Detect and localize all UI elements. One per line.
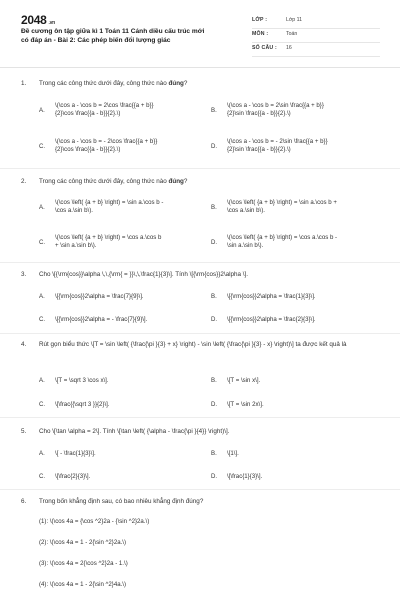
option-letter: D.: [211, 316, 218, 323]
option-line: \(\cos a - \cos b = 2\sin \frac{{a + b}}: [227, 102, 324, 109]
option-letter: B.: [211, 450, 217, 457]
option-line: \(\cos \left( {a + b} \right) = \sin a.\cos b +: [227, 199, 337, 206]
divider: [0, 417, 400, 418]
option-text: [55, 199, 205, 215]
option-letter: A.: [39, 293, 45, 300]
option-letter: A.: [39, 204, 45, 211]
question-text: Cho \[\tan \alpha = 2\]. Tính \[\tan \left( {\alpha - \frac{\pi }{4}} \right)\].: [39, 428, 230, 435]
option-text: \[1\].: [227, 450, 239, 457]
question-text: [39, 178, 374, 187]
meta-row-count: [252, 43, 380, 57]
option-letter: C.: [39, 473, 46, 480]
option-text: \[{\rm{cos}}2\alpha = \frac{7}{9}\].: [55, 293, 144, 300]
divider: [0, 333, 400, 334]
option-text: [227, 102, 377, 118]
option-letter: B.: [211, 204, 217, 211]
question-text-emphasis: đúng: [168, 80, 184, 87]
option-letter: D.: [211, 473, 218, 480]
option-letter: C.: [39, 401, 46, 408]
question-text-part: ?: [183, 178, 188, 185]
meta-label: LỚP :: [252, 17, 268, 23]
option-letter: A.: [39, 107, 45, 114]
option-line: {2}\cos \frac{{a - b}}{2}.\): [55, 146, 121, 154]
question-text: [39, 80, 374, 89]
option-letter: D.: [211, 143, 218, 150]
option-line: \(\cos a - \cos b = 2\cos \frac{{a + b}}: [55, 102, 154, 109]
question-number: 1.: [21, 80, 27, 87]
statement-2: (2): \(\cos 4a = 1 - 2{\sin ^2}2a.\): [39, 539, 127, 546]
option-text: [227, 234, 377, 250]
option-text: \[T = \sin 2x\].: [227, 401, 264, 408]
option-line: \(\cos \left( {a + b} \right) = \cos a.\cos b: [55, 234, 162, 241]
option-line: \(\cos \left( {a + b} \right) = \cos a.\cos b -: [227, 234, 338, 241]
option-line: {2}\cos \frac{{a - b}}{2}.\): [55, 110, 121, 118]
divider: [0, 262, 400, 263]
option-line: \(\cos \left( {a + b} \right) = \sin a.\cos b -: [55, 199, 164, 206]
question-text-part: Trong các công thức dưới đây, công thức nào: [39, 178, 169, 185]
option-text: \[{\rm{cos}}2\alpha = \frac{2}{3}\].: [227, 316, 316, 323]
option-letter: A.: [39, 377, 45, 384]
option-text: [227, 138, 377, 154]
option-letter: C.: [39, 143, 46, 150]
option-line: {2}\sin \frac{{a - b}}{2}.\): [227, 110, 291, 118]
option-letter: A.: [39, 450, 45, 457]
question-number: 2.: [21, 178, 27, 185]
question-number: 6.: [21, 498, 27, 505]
option-text: \[ - \frac{1}{3}\].: [55, 450, 96, 457]
option-text: \[T = \sqrt 3 \cos x\].: [55, 377, 109, 384]
option-line: + \sin a.\sin b\).: [55, 242, 97, 250]
logo-suffix: .vn: [48, 20, 55, 26]
document-header: [0, 0, 400, 68]
meta-label: SỐ CÂU :: [252, 45, 277, 51]
option-text: \[{\rm{cos}}2\alpha = - \frac{7}{9}\].: [55, 316, 148, 323]
divider: [0, 489, 400, 490]
option-line: \cos a.\sin b\).: [227, 207, 265, 215]
option-text: \[\frac{1}{3}\].: [227, 473, 263, 480]
document-title: Đề cương ôn tập giữa kì 1 Toán 11 Cánh diều cấu trúc mới có đáp án - Bài 2: Các phép biến đổi lượng giác: [21, 28, 205, 45]
meta-label: MÔN :: [252, 31, 269, 37]
option-text: \[T = \sin x\].: [227, 377, 261, 384]
option-text: [55, 138, 205, 154]
meta-row-subject: [252, 29, 380, 43]
option-letter: C.: [39, 316, 46, 323]
statement-3: (3): \(\cos 4a = 2{\cos ^2}2a - 1.\): [39, 560, 128, 567]
option-text: \[{\rm{cos}}2\alpha = \frac{1}{3}\].: [227, 293, 316, 300]
question-number: 3.: [21, 271, 27, 278]
question-number: 5.: [21, 428, 27, 435]
question-text: Rút gọn biểu thức \[T = \sin \left( {\frac{\pi }{3} + x} \right) - \sin \left( {\frac{\pi }{3} - x} \right)\] ta được kết quả là: [39, 341, 347, 348]
option-text: [55, 102, 205, 118]
option-text: \[\frac{2}{3}\].: [55, 473, 91, 480]
divider: [0, 168, 400, 169]
logo-text: 2048: [21, 13, 47, 27]
option-text: \[\frac{{\sqrt 3 }}{2}\].: [55, 401, 110, 408]
option-letter: D.: [211, 239, 218, 246]
meta-value: Lớp 11: [286, 17, 302, 23]
question-text-part: Trong các công thức dưới đây, công thức nào: [39, 80, 169, 87]
site-logo[interactable]: [21, 12, 55, 28]
option-text: [55, 234, 205, 250]
option-letter: D.: [211, 401, 218, 408]
meta-row-class: [252, 15, 380, 29]
question-text-part: ?: [183, 80, 188, 87]
option-letter: C.: [39, 239, 46, 246]
meta-value: Toán: [286, 31, 298, 37]
question-text-emphasis: đúng: [168, 178, 184, 185]
option-line: \(\cos a - \cos b = - 2\sin \frac{{a + b}}: [227, 138, 328, 145]
option-line: \(\cos a - \cos b = - 2\cos \frac{{a + b}}: [55, 138, 158, 145]
option-line: {2}\sin \frac{{a - b}}{2}.\): [227, 146, 291, 154]
option-letter: B.: [211, 293, 217, 300]
statement-4: (4): \(\cos 4a = 1 - 2{\sin ^2}4a.\): [39, 581, 127, 588]
option-letter: B.: [211, 377, 217, 384]
statement-1: (1): \(\cos 4a = {\cos ^2}2a - {\sin ^2}2a.\): [39, 518, 150, 525]
meta-info: [252, 15, 380, 57]
option-text: [227, 199, 377, 215]
option-letter: B.: [211, 107, 217, 114]
question-text: Trong bốn khẳng định sau, có bao nhiêu khẳng định đúng?: [39, 498, 204, 505]
meta-value: 16: [286, 45, 292, 51]
question-number: 4.: [21, 341, 27, 348]
question-text: Cho \[{\rm{cos}}\alpha \,\,{\rm{ = }}\,\,\frac{1}{3}\]. Tính \[{\rm{cos}}2\alpha \].: [39, 271, 249, 278]
option-line: \sin a.\sin b\).: [227, 242, 264, 250]
option-line: \cos a.\sin b\).: [55, 207, 93, 215]
